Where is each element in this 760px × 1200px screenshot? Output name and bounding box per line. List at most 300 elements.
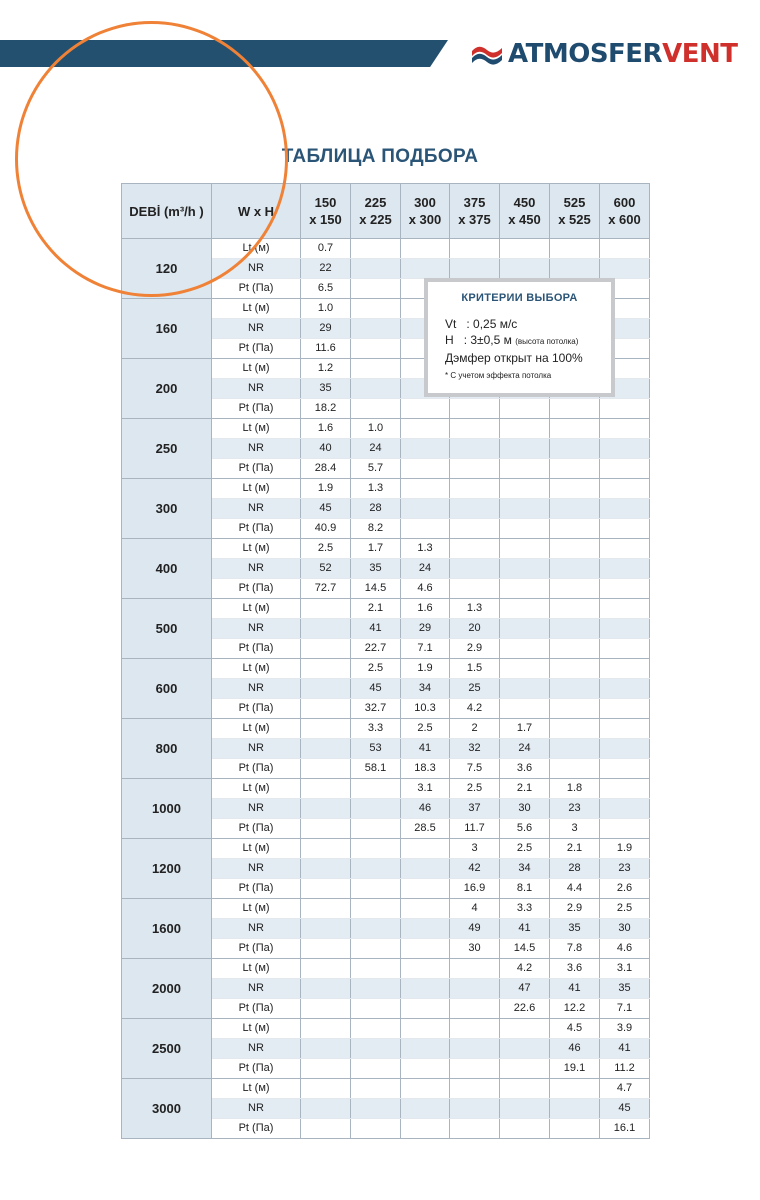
value-cell: [351, 399, 401, 419]
value-cell: [600, 419, 650, 439]
value-cell: [500, 1119, 550, 1139]
value-cell: 3.3: [351, 719, 401, 739]
value-cell: [401, 959, 450, 979]
value-cell: [301, 599, 351, 619]
value-cell: 1.9: [600, 839, 650, 859]
value-cell: [351, 939, 401, 959]
value-cell: 7.5: [450, 759, 500, 779]
value-cell: 4.4: [550, 879, 600, 899]
table-row: [122, 719, 650, 739]
debi-cell: 160: [122, 299, 212, 359]
value-cell: [301, 839, 351, 859]
value-cell: [301, 719, 351, 739]
value-cell: 35: [550, 919, 600, 939]
header-size: 375 x 375: [450, 184, 500, 239]
value-cell: 35: [600, 979, 650, 999]
brand-name-part1: ATMOSFER: [508, 39, 663, 69]
value-cell: [550, 539, 600, 559]
h-value: : 3±0,5 м: [463, 333, 512, 347]
value-cell: [550, 239, 600, 259]
value-cell: [600, 739, 650, 759]
value-cell: [450, 1019, 500, 1039]
value-cell: [301, 1099, 351, 1119]
value-cell: [500, 659, 550, 679]
param-label: Lt (м): [212, 839, 301, 859]
value-cell: 32.7: [351, 699, 401, 719]
value-cell: [301, 799, 351, 819]
value-cell: 41: [550, 979, 600, 999]
table-row: [122, 959, 650, 979]
value-cell: [550, 639, 600, 659]
param-label: NR: [212, 319, 301, 339]
value-cell: [600, 639, 650, 659]
value-cell: 18.3: [401, 759, 450, 779]
value-cell: [500, 399, 550, 419]
value-cell: [351, 279, 401, 299]
param-label: Pt (Па): [212, 819, 301, 839]
value-cell: [550, 499, 600, 519]
value-cell: 32: [450, 739, 500, 759]
value-cell: 14.5: [500, 939, 550, 959]
value-cell: [450, 399, 500, 419]
value-cell: 46: [401, 799, 450, 819]
param-label: Pt (Па): [212, 1119, 301, 1139]
table-row: [122, 1079, 650, 1099]
value-cell: 4: [450, 899, 500, 919]
value-cell: 1.6: [301, 419, 351, 439]
value-cell: 16.9: [450, 879, 500, 899]
value-cell: 2.5: [351, 659, 401, 679]
value-cell: [301, 739, 351, 759]
value-cell: [550, 559, 600, 579]
value-cell: 22.7: [351, 639, 401, 659]
value-cell: [600, 239, 650, 259]
value-cell: [600, 539, 650, 559]
value-cell: 2.9: [550, 899, 600, 919]
value-cell: 29: [401, 619, 450, 639]
value-cell: 3.3: [500, 899, 550, 919]
value-cell: [450, 1079, 500, 1099]
param-label: NR: [212, 919, 301, 939]
value-cell: [600, 519, 650, 539]
value-cell: [351, 819, 401, 839]
value-cell: [600, 819, 650, 839]
debi-cell: 200: [122, 359, 212, 419]
value-cell: [450, 459, 500, 479]
value-cell: [301, 699, 351, 719]
value-cell: [600, 259, 650, 279]
value-cell: 24: [351, 439, 401, 459]
value-cell: [450, 1119, 500, 1139]
value-cell: 1.9: [301, 479, 351, 499]
value-cell: [301, 979, 351, 999]
value-cell: 2.5: [500, 839, 550, 859]
value-cell: [550, 519, 600, 539]
value-cell: 1.3: [401, 539, 450, 559]
param-label: Lt (м): [212, 539, 301, 559]
value-cell: [401, 859, 450, 879]
value-cell: 29: [301, 319, 351, 339]
value-cell: [401, 519, 450, 539]
value-cell: [500, 499, 550, 519]
value-cell: [450, 1059, 500, 1079]
value-cell: [450, 479, 500, 499]
criteria-title: КРИТЕРИИ ВЫБОРА: [461, 292, 578, 304]
value-cell: [351, 1019, 401, 1039]
param-label: NR: [212, 439, 301, 459]
value-cell: 52: [301, 559, 351, 579]
value-cell: 1.8: [550, 779, 600, 799]
value-cell: [351, 339, 401, 359]
header-wxh: W x H: [212, 184, 301, 239]
value-cell: 41: [351, 619, 401, 639]
value-cell: 1.6: [401, 599, 450, 619]
debi-cell: 600: [122, 659, 212, 719]
brand-logo: [470, 36, 737, 72]
value-cell: [450, 999, 500, 1019]
param-label: Lt (м): [212, 419, 301, 439]
value-cell: [351, 859, 401, 879]
value-cell: 3.6: [550, 959, 600, 979]
value-cell: 3.1: [600, 959, 650, 979]
value-cell: [401, 1099, 450, 1119]
param-label: Pt (Па): [212, 339, 301, 359]
value-cell: [301, 679, 351, 699]
debi-cell: 3000: [122, 1079, 212, 1139]
param-label: NR: [212, 559, 301, 579]
param-label: Lt (м): [212, 299, 301, 319]
value-cell: [301, 959, 351, 979]
value-cell: [351, 839, 401, 859]
value-cell: [450, 579, 500, 599]
value-cell: [600, 759, 650, 779]
value-cell: 5.7: [351, 459, 401, 479]
value-cell: 1.3: [450, 599, 500, 619]
param-label: Pt (Па): [212, 579, 301, 599]
criteria-h: [445, 332, 611, 350]
value-cell: 11.7: [450, 819, 500, 839]
value-cell: 11.6: [301, 339, 351, 359]
param-label: Pt (Па): [212, 639, 301, 659]
value-cell: [500, 1059, 550, 1079]
value-cell: [351, 1059, 401, 1079]
value-cell: [301, 939, 351, 959]
value-cell: 1.9: [401, 659, 450, 679]
value-cell: 35: [351, 559, 401, 579]
value-cell: [301, 1039, 351, 1059]
value-cell: [450, 959, 500, 979]
value-cell: [450, 1099, 500, 1119]
value-cell: [500, 479, 550, 499]
value-cell: [600, 559, 650, 579]
value-cell: [500, 579, 550, 599]
value-cell: [351, 1079, 401, 1099]
value-cell: 41: [401, 739, 450, 759]
value-cell: [301, 859, 351, 879]
value-cell: [550, 399, 600, 419]
value-cell: [301, 1119, 351, 1139]
value-cell: [301, 999, 351, 1019]
value-cell: 34: [500, 859, 550, 879]
param-label: Pt (Па): [212, 939, 301, 959]
param-label: NR: [212, 799, 301, 819]
value-cell: [401, 239, 450, 259]
value-cell: 23: [600, 859, 650, 879]
brand-name-part2: VENT: [662, 39, 738, 69]
value-cell: [550, 259, 600, 279]
value-cell: [351, 959, 401, 979]
table-row: [122, 779, 650, 799]
table-row: [122, 479, 650, 499]
value-cell: 24: [500, 739, 550, 759]
debi-cell: 800: [122, 719, 212, 779]
value-cell: 41: [500, 919, 550, 939]
value-cell: [550, 1079, 600, 1099]
value-cell: 12.2: [550, 999, 600, 1019]
value-cell: 11.2: [600, 1059, 650, 1079]
value-cell: [550, 739, 600, 759]
param-label: Lt (м): [212, 479, 301, 499]
vt-label: Vt: [445, 317, 457, 331]
value-cell: 35: [301, 379, 351, 399]
value-cell: [450, 979, 500, 999]
value-cell: [401, 839, 450, 859]
value-cell: 2.1: [351, 599, 401, 619]
param-label: Pt (Па): [212, 999, 301, 1019]
value-cell: [351, 259, 401, 279]
value-cell: [351, 359, 401, 379]
value-cell: 7.1: [600, 999, 650, 1019]
value-cell: 5.6: [500, 819, 550, 839]
value-cell: [301, 619, 351, 639]
value-cell: 1.7: [500, 719, 550, 739]
value-cell: 3.6: [500, 759, 550, 779]
value-cell: [500, 439, 550, 459]
value-cell: 72.7: [301, 579, 351, 599]
value-cell: [500, 259, 550, 279]
value-cell: 30: [500, 799, 550, 819]
value-cell: [550, 699, 600, 719]
value-cell: 42: [450, 859, 500, 879]
header-size: 225 x 225: [351, 184, 401, 239]
value-cell: 40.9: [301, 519, 351, 539]
page-title: ТАБЛИЦА ПОДБОРА: [281, 146, 479, 167]
value-cell: [550, 419, 600, 439]
param-label: Lt (м): [212, 659, 301, 679]
param-label: Pt (Па): [212, 279, 301, 299]
value-cell: [450, 1039, 500, 1059]
value-cell: [401, 1059, 450, 1079]
value-cell: 2.1: [500, 779, 550, 799]
param-label: Pt (Па): [212, 459, 301, 479]
value-cell: [351, 1119, 401, 1139]
value-cell: 2.1: [550, 839, 600, 859]
value-cell: [351, 379, 401, 399]
param-label: Pt (Па): [212, 759, 301, 779]
param-label: NR: [212, 499, 301, 519]
debi-cell: 300: [122, 479, 212, 539]
debi-cell: 400: [122, 539, 212, 599]
value-cell: [600, 779, 650, 799]
value-cell: [500, 1019, 550, 1039]
value-cell: 14.5: [351, 579, 401, 599]
value-cell: [351, 999, 401, 1019]
value-cell: 2.5: [600, 899, 650, 919]
value-cell: [550, 479, 600, 499]
value-cell: [600, 719, 650, 739]
value-cell: 2: [450, 719, 500, 739]
debi-cell: 120: [122, 239, 212, 299]
value-cell: [550, 439, 600, 459]
value-cell: [500, 679, 550, 699]
value-cell: [550, 599, 600, 619]
value-cell: 24: [401, 559, 450, 579]
value-cell: 7.8: [550, 939, 600, 959]
h-label: H: [445, 333, 454, 347]
value-cell: [401, 499, 450, 519]
debi-cell: 500: [122, 599, 212, 659]
table-row: [122, 539, 650, 559]
brand-name: [508, 39, 737, 69]
param-label: Pt (Па): [212, 399, 301, 419]
header-size: 450 x 450: [500, 184, 550, 239]
debi-cell: 2500: [122, 1019, 212, 1079]
criteria-footnote: * С учетом эффекта потолка: [445, 371, 552, 380]
value-cell: [600, 799, 650, 819]
param-label: Pt (Па): [212, 1059, 301, 1079]
value-cell: [500, 1079, 550, 1099]
value-cell: 8.2: [351, 519, 401, 539]
value-cell: 4.6: [401, 579, 450, 599]
value-cell: 6.5: [301, 279, 351, 299]
value-cell: 25: [450, 679, 500, 699]
value-cell: 0.7: [301, 239, 351, 259]
criteria-damper: Дэмфер открыт на 100%: [445, 351, 583, 365]
value-cell: 3.9: [600, 1019, 650, 1039]
value-cell: 3: [550, 819, 600, 839]
value-cell: [301, 1079, 351, 1099]
value-cell: [351, 299, 401, 319]
value-cell: [301, 819, 351, 839]
debi-cell: 1000: [122, 779, 212, 839]
value-cell: [450, 439, 500, 459]
value-cell: [450, 259, 500, 279]
value-cell: 1.0: [301, 299, 351, 319]
value-cell: [301, 919, 351, 939]
value-cell: [550, 1099, 600, 1119]
value-cell: 20: [450, 619, 500, 639]
value-cell: [500, 619, 550, 639]
header-debi: DEBİ (m³/h ): [122, 184, 212, 239]
value-cell: [351, 919, 401, 939]
value-cell: [351, 779, 401, 799]
value-cell: [550, 679, 600, 699]
value-cell: [401, 1039, 450, 1059]
value-cell: [351, 979, 401, 999]
value-cell: 4.2: [450, 699, 500, 719]
value-cell: 4.2: [500, 959, 550, 979]
value-cell: 4.7: [600, 1079, 650, 1099]
value-cell: [550, 759, 600, 779]
debi-cell: 1200: [122, 839, 212, 899]
value-cell: [450, 519, 500, 539]
value-cell: [301, 639, 351, 659]
h-note: (высота потолка): [515, 337, 579, 346]
value-cell: [401, 439, 450, 459]
debi-cell: 250: [122, 419, 212, 479]
value-cell: 1.7: [351, 539, 401, 559]
value-cell: 28.5: [401, 819, 450, 839]
header-size: 300 x 300: [401, 184, 450, 239]
value-cell: 37: [450, 799, 500, 819]
value-cell: [450, 239, 500, 259]
value-cell: [600, 479, 650, 499]
param-label: Lt (м): [212, 1079, 301, 1099]
value-cell: [600, 699, 650, 719]
value-cell: [500, 559, 550, 579]
value-cell: [550, 719, 600, 739]
value-cell: [600, 459, 650, 479]
value-cell: 10.3: [401, 699, 450, 719]
value-cell: 28.4: [301, 459, 351, 479]
value-cell: [401, 259, 450, 279]
value-cell: [600, 679, 650, 699]
table-row: [122, 899, 650, 919]
vt-value: : 0,25 м/с: [466, 317, 518, 331]
value-cell: [401, 899, 450, 919]
value-cell: 30: [450, 939, 500, 959]
param-label: NR: [212, 979, 301, 999]
value-cell: [500, 1039, 550, 1059]
param-label: NR: [212, 1099, 301, 1119]
param-label: NR: [212, 679, 301, 699]
value-cell: [600, 499, 650, 519]
value-cell: 19.1: [550, 1059, 600, 1079]
value-cell: [600, 619, 650, 639]
value-cell: [450, 499, 500, 519]
table-row: [122, 1019, 650, 1039]
wave-logo-icon: [470, 41, 504, 67]
value-cell: 53: [351, 739, 401, 759]
param-label: Lt (м): [212, 779, 301, 799]
value-cell: [550, 1119, 600, 1139]
param-label: NR: [212, 1039, 301, 1059]
value-cell: 34: [401, 679, 450, 699]
value-cell: [301, 759, 351, 779]
value-cell: [301, 659, 351, 679]
value-cell: [351, 899, 401, 919]
param-label: Lt (м): [212, 899, 301, 919]
header-size: 600 x 600: [600, 184, 650, 239]
param-label: Lt (м): [212, 239, 301, 259]
value-cell: 45: [301, 499, 351, 519]
value-cell: 1.5: [450, 659, 500, 679]
value-cell: [600, 659, 650, 679]
value-cell: 7.1: [401, 639, 450, 659]
value-cell: [351, 319, 401, 339]
value-cell: [401, 419, 450, 439]
value-cell: [401, 459, 450, 479]
value-cell: [500, 239, 550, 259]
value-cell: [401, 1119, 450, 1139]
value-cell: [401, 919, 450, 939]
value-cell: [401, 979, 450, 999]
value-cell: [550, 659, 600, 679]
param-label: Pt (Па): [212, 879, 301, 899]
value-cell: 47: [500, 979, 550, 999]
value-cell: [401, 479, 450, 499]
value-cell: 1.0: [351, 419, 401, 439]
